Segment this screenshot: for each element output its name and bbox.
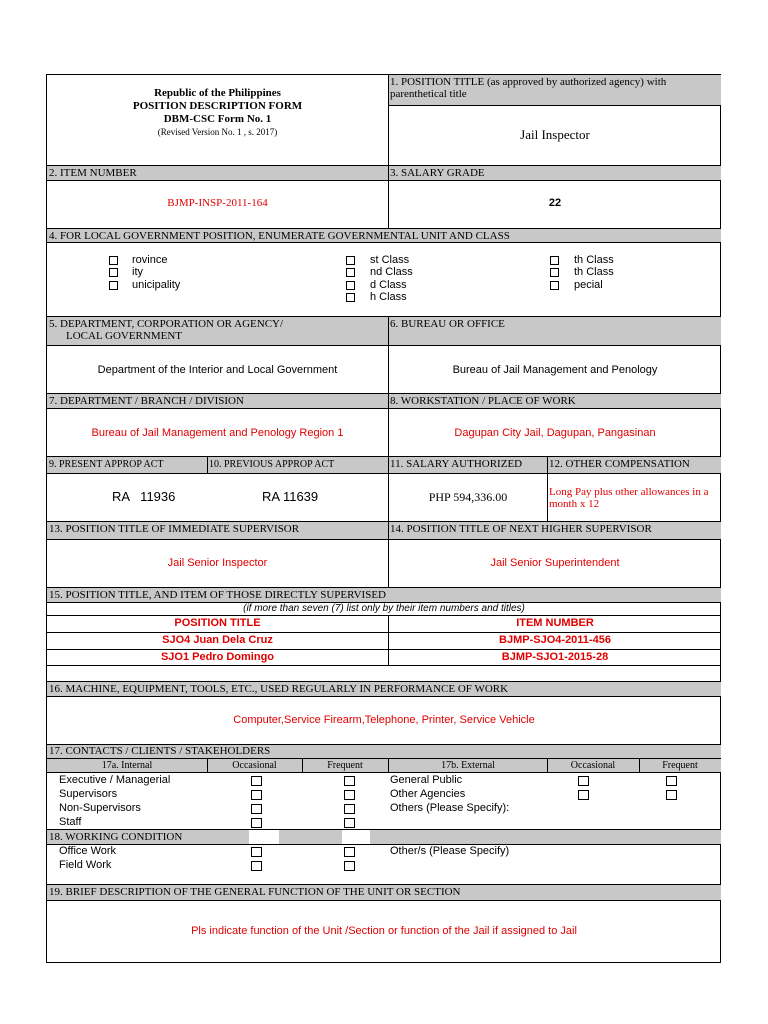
- supervised-item-number: BJMP-SJO4-2011-456: [499, 634, 611, 646]
- lgu-province-checkbox[interactable]: [109, 256, 118, 265]
- sec1-label: 1. POSITION TITLE (as approved by authorized agency) with: [390, 76, 667, 88]
- sec9-label: 9. PRESENT APPROP ACT: [49, 459, 164, 470]
- lgu-class: th Class: [574, 266, 614, 278]
- sec5-label: 5. DEPARTMENT, CORPORATION OR AGENCY/: [49, 318, 284, 330]
- sec2-label: 2. ITEM NUMBER: [49, 167, 137, 179]
- other-working-condition-label: Other/s (Please Specify): [390, 845, 510, 857]
- sec12-label: 12. OTHER COMPENSATION: [549, 458, 690, 470]
- sec11-label: 11. SALARY AUTHORIZED: [390, 458, 523, 470]
- supervisors-frequent-checkbox[interactable]: [344, 790, 355, 800]
- internal-contact-label: Supervisors: [59, 788, 118, 800]
- lgu-class-6-checkbox[interactable]: [550, 268, 559, 277]
- form-number: DBM-CSC Form No. 1: [163, 113, 272, 125]
- previous-approp-act-value: RA 11639: [262, 489, 319, 504]
- col-item-number: ITEM NUMBER: [516, 617, 594, 629]
- nonsupervisors-frequent-checkbox[interactable]: [344, 804, 355, 814]
- sec8-label: 8. WORKSTATION / PLACE OF WORK: [390, 395, 576, 407]
- lgu-class-3-checkbox[interactable]: [346, 281, 355, 290]
- internal-contact-label: Executive / Managerial: [59, 774, 171, 786]
- external-frequent-header: Frequent: [662, 760, 698, 771]
- immediate-supervisor-value: Jail Senior Inspector: [167, 557, 268, 569]
- republic-text: Republic of the Philippines: [154, 87, 281, 99]
- external-contact-label: General Public: [390, 774, 463, 786]
- exec-frequent-checkbox[interactable]: [344, 776, 355, 786]
- lgu-class: pecial: [574, 279, 603, 291]
- sec3-label: 3. SALARY GRADE: [390, 167, 485, 179]
- lgu-class-2-checkbox[interactable]: [346, 268, 355, 277]
- sec17-label: 17. CONTACTS / CLIENTS / STAKEHOLDERS: [49, 745, 271, 757]
- office-work-frequent-checkbox[interactable]: [344, 847, 355, 857]
- public-frequent-checkbox[interactable]: [666, 776, 677, 786]
- working-condition-label: Field Work: [59, 859, 112, 871]
- lgu-class-1-checkbox[interactable]: [346, 256, 355, 265]
- sec18-label: 18. WORKING CONDITION: [49, 831, 183, 843]
- internal-frequent-header: Frequent: [327, 760, 363, 771]
- lgu-class: d Class: [370, 279, 407, 291]
- salary-authorized-value: PHP 594,336.00: [428, 490, 508, 504]
- external-header: 17b. External: [441, 760, 495, 771]
- agencies-occasional-checkbox[interactable]: [578, 790, 589, 800]
- exec-occasional-checkbox[interactable]: [251, 776, 262, 786]
- sec13-label: 13. POSITION TITLE OF IMMEDIATE SUPERVISOR: [49, 523, 300, 535]
- staff-occasional-checkbox[interactable]: [251, 818, 262, 828]
- sec4-label: 4. FOR LOCAL GOVERNMENT POSITION, ENUMERATE GOVERNMENTAL UNIT AND CLASS: [49, 230, 510, 242]
- general-function-value: Pls indicate function of the Unit /Section or function of the Jail if assigned to Jail: [191, 925, 577, 937]
- workstation-value: Dagupan City Jail, Dagupan, Pangasinan: [454, 427, 656, 439]
- field-work-frequent-checkbox[interactable]: [344, 861, 355, 871]
- supervisors-occasional-checkbox[interactable]: [251, 790, 262, 800]
- lgu-class: h Class: [370, 291, 407, 303]
- lgu-special-checkbox[interactable]: [550, 281, 559, 290]
- nonsupervisors-occasional-checkbox[interactable]: [251, 804, 262, 814]
- lgu-option: ity: [132, 266, 143, 278]
- external-occasional-header: Occasional: [570, 760, 616, 771]
- other-compensation-value-2: month x 12: [549, 498, 600, 510]
- sec5-label-2: LOCAL GOVERNMENT: [66, 330, 182, 342]
- item-number-value: BJMP-INSP-2011-164: [167, 197, 268, 209]
- lgu-class: th Class: [574, 254, 614, 266]
- sec7-label: 7. DEPARTMENT / BRANCH / DIVISION: [49, 395, 244, 407]
- lgu-option: unicipality: [132, 279, 181, 291]
- office-work-occasional-checkbox[interactable]: [251, 847, 262, 857]
- external-contact-label: Others (Please Specify):: [390, 802, 510, 814]
- sec19-label: 19. BRIEF DESCRIPTION OF THE GENERAL FUNCTION OF THE UNIT OR SECTION: [49, 886, 461, 898]
- sec2-3-label-band: [47, 166, 721, 180]
- division-value: Bureau of Jail Management and Penology Region 1: [91, 427, 344, 439]
- machines-value: Computer,Service Firearm,Telephone, Printer, Service Vehicle: [233, 714, 535, 726]
- internal-occasional-header: Occasional: [232, 760, 277, 771]
- field-work-occasional-checkbox[interactable]: [251, 861, 262, 871]
- present-approp-act-value: RA 11936: [112, 489, 176, 504]
- lgu-city-checkbox[interactable]: [109, 268, 118, 277]
- sec14-label: 14. POSITION TITLE OF NEXT HIGHER SUPERVISOR: [390, 523, 652, 535]
- sec15-note: (if more than seven (7) list only by their item numbers and titles): [243, 603, 525, 614]
- form-title: POSITION DESCRIPTION FORM: [132, 100, 303, 112]
- sec1-label-2: parenthetical title: [390, 88, 467, 100]
- sec15-label: 15. POSITION TITLE, AND ITEM OF THOSE DIRECTLY SUPERVISED: [49, 589, 386, 601]
- next-higher-supervisor-value: Jail Senior Superintendent: [490, 557, 620, 569]
- supervised-position-title: SJO4 Juan Dela Cruz: [162, 634, 273, 646]
- supervised-position-title: SJO1 Pedro Domingo: [160, 651, 275, 663]
- public-occasional-checkbox[interactable]: [578, 776, 589, 786]
- lgu-class-4-checkbox[interactable]: [346, 293, 355, 302]
- revised-version: (Revised Version No. 1 , s. 2017): [157, 127, 278, 137]
- lgu-option: rovince: [132, 254, 168, 266]
- internal-header: 17a. Internal: [101, 760, 153, 771]
- sec10-label: 10. PREVIOUS APPROP ACT: [209, 459, 335, 470]
- agencies-frequent-checkbox[interactable]: [666, 790, 677, 800]
- lgu-class: st Class: [370, 254, 410, 266]
- staff-frequent-checkbox[interactable]: [344, 818, 355, 828]
- lgu-class: nd Class: [370, 266, 413, 278]
- salary-grade-value: 22: [548, 197, 562, 209]
- external-contact-label: Other Agencies: [390, 788, 466, 800]
- internal-contact-label: Non-Supervisors: [59, 802, 141, 814]
- sec6-label: 6. BUREAU OR OFFICE: [390, 318, 505, 330]
- col-position-title: POSITION TITLE: [174, 617, 261, 629]
- sec16-label: 16. MACHINE, EQUIPMENT, TOOLS, ETC., USED REGULARLY IN PERFORMANCE OF WORK: [49, 683, 509, 695]
- department-value: Department of the Interior and Local Government: [97, 364, 338, 376]
- working-condition-label: Office Work: [59, 845, 117, 857]
- lgu-municipality-checkbox[interactable]: [109, 281, 118, 290]
- position-title-value: Jail Inspector: [520, 127, 590, 142]
- bureau-value: Bureau of Jail Management and Penology: [452, 364, 658, 376]
- internal-contact-label: Staff: [59, 816, 82, 828]
- lgu-class-5-checkbox[interactable]: [550, 256, 559, 265]
- supervised-item-number: BJMP-SJO1-2015-28: [501, 651, 609, 663]
- position-description-form: [46, 74, 721, 963]
- other-compensation-value: Long Pay plus other allowances in a: [549, 486, 709, 498]
